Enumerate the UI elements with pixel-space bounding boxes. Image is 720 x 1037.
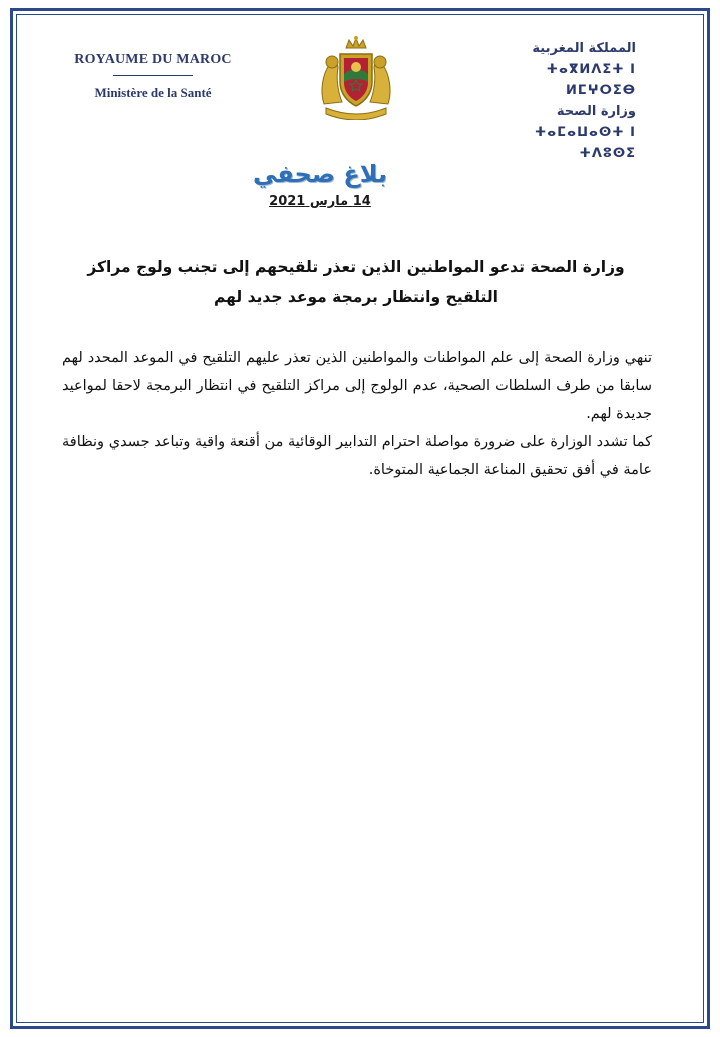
body-paragraph-1: تنهي وزارة الصحة إلى علم المواطنات والمواطنين الذين تعذر عليهم التلقيح في الموعد المحدد لهم سابقا من طرف السلطات الصحية، عدم الولوج إلى مراكز التلقيح في انتظار البرمجة لاحقا لمواعيد جديدة لهم.: [62, 350, 652, 422]
body-paragraph-2: كما تشدد الوزارة على ضرورة مواصلة احترام التدابير الوقائية من أقنعة واقية وتباعد جسدي ونظافة عامة في أفق تحقيق المناعة الجماعية المتوخاة.: [62, 434, 652, 478]
press-release-title: بلاغ صحفي: [252, 160, 388, 188]
fr-kingdom-name: ROYAUME DU MAROC: [74, 52, 232, 67]
arabic-tifinagh-header: [476, 38, 636, 164]
tif-kingdom-name: ⵜⴰⴳⵍⴷⵉⵜ ⵏ ⵍⵎⵖⵔⵉⴱ: [546, 62, 636, 98]
press-release-body: [62, 344, 652, 484]
tif-ministry-name: ⵜⴰⵎⴰⵡⴰⵙⵜ ⵏ ⵜⴷⵓⵙⵉ: [534, 125, 636, 161]
ar-ministry-name: وزارة الصحة: [556, 104, 636, 119]
press-release-date: 14 مارس 2021: [269, 194, 371, 209]
fr-ministry-name: Ministère de la Santé: [94, 85, 212, 100]
french-header: [58, 52, 248, 101]
press-release-headline: وزارة الصحة تدعو المواطنين الذين تعذر تلقيحهم إلى تجنب ولوج مراكز التلقيح وانتظار برمجة موعد جديد لهم: [87, 258, 625, 306]
moroccan-coat-of-arms-icon: [316, 34, 396, 120]
header-divider: [113, 75, 193, 76]
ar-kingdom-name: المملكة المغربية: [532, 41, 636, 56]
